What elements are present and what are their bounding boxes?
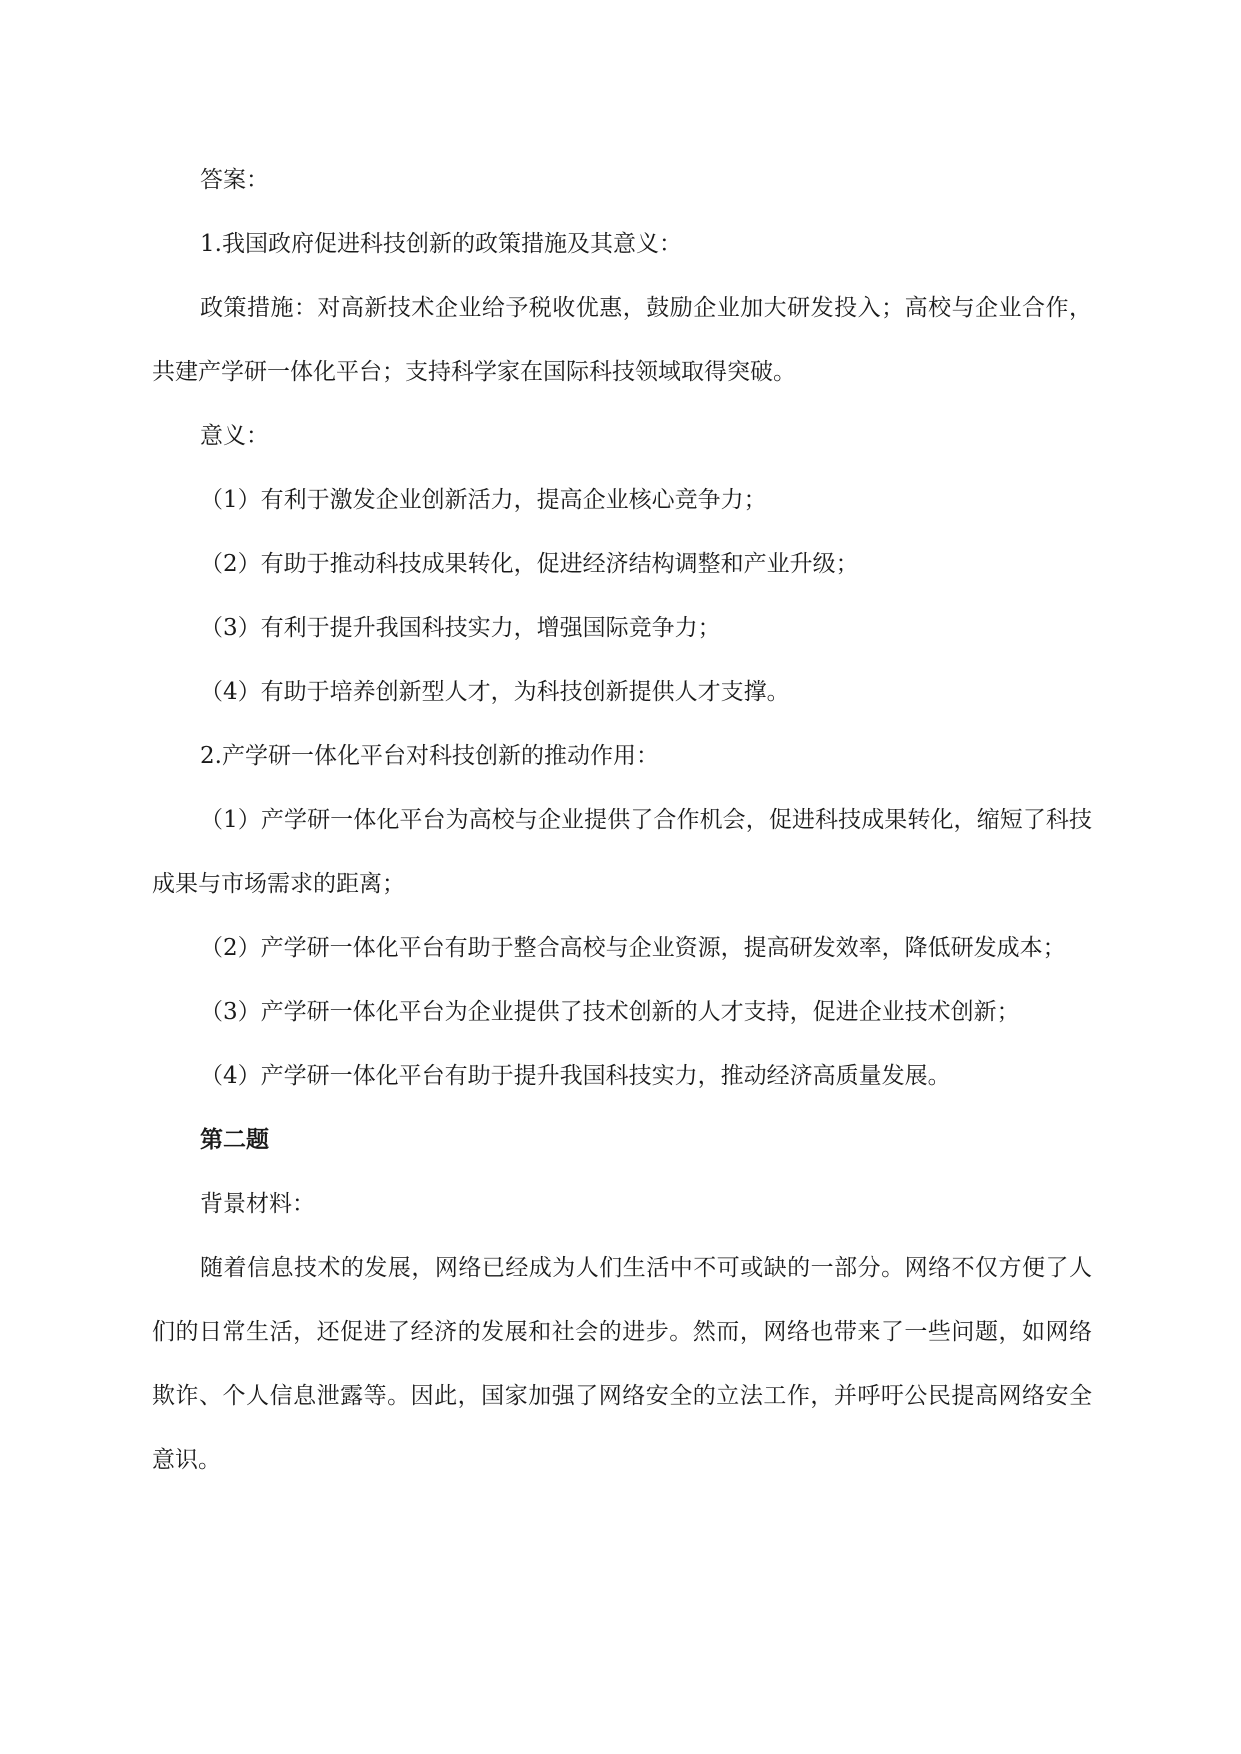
meaning-item-1: （1）有利于激发企业创新活力，提高企业核心竞争力；: [200, 487, 767, 513]
background-paragraph: 随着信息技术的发展，网络已经成为人们生活中不可或缺的一部分。网络不仅方便了人们的日常生活，还促进了经济的发展和社会的进步。然而，网络也带来了一些问题，如网络欺诈、个人信息泄露等。因此，国家加强了网络安全的立法工作，并呼吁公民提高网络安全意识。: [152, 1255, 1092, 1473]
answer-heading: 答案：: [200, 167, 269, 193]
question-1-title: 1.我国政府促进科技创新的政策措施及其意义：: [200, 231, 682, 257]
meaning-item-3: （3）有利于提升我国科技实力，增强国际竞争力；: [200, 615, 721, 641]
question-2-title: 2.产学研一体化平台对科技创新的推动作用：: [200, 743, 659, 769]
document-body: [152, 148, 1092, 1492]
meaning-item-4: （4）有助于培养创新型人才，为科技创新提供人才支撑。: [200, 679, 790, 705]
background-heading: 背景材料：: [200, 1191, 315, 1217]
role-item-3: （3）产学研一体化平台为企业提供了技术创新的人才支持，促进企业技术创新；: [200, 999, 1020, 1025]
meaning-item-2: （2）有助于推动科技成果转化，促进经济结构调整和产业升级；: [200, 551, 859, 577]
policy-paragraph: 政策措施：对高新技术企业给予税收优惠，鼓励企业加大研发投入；高校与企业合作，共建产学研一体化平台；支持科学家在国际科技领域取得突破。: [152, 295, 1092, 385]
role-item-1: （1）产学研一体化平台为高校与企业提供了合作机会，促进科技成果转化，缩短了科技成果与市场需求的距离；: [152, 807, 1092, 897]
role-item-4: （4）产学研一体化平台有助于提升我国科技实力，推动经济高质量发展。: [200, 1063, 951, 1089]
meaning-heading: 意义：: [200, 423, 269, 449]
role-item-2: （2）产学研一体化平台有助于整合高校与企业资源，提高研发效率，降低研发成本；: [200, 935, 1066, 961]
section-2-title: 第二题: [200, 1127, 269, 1153]
